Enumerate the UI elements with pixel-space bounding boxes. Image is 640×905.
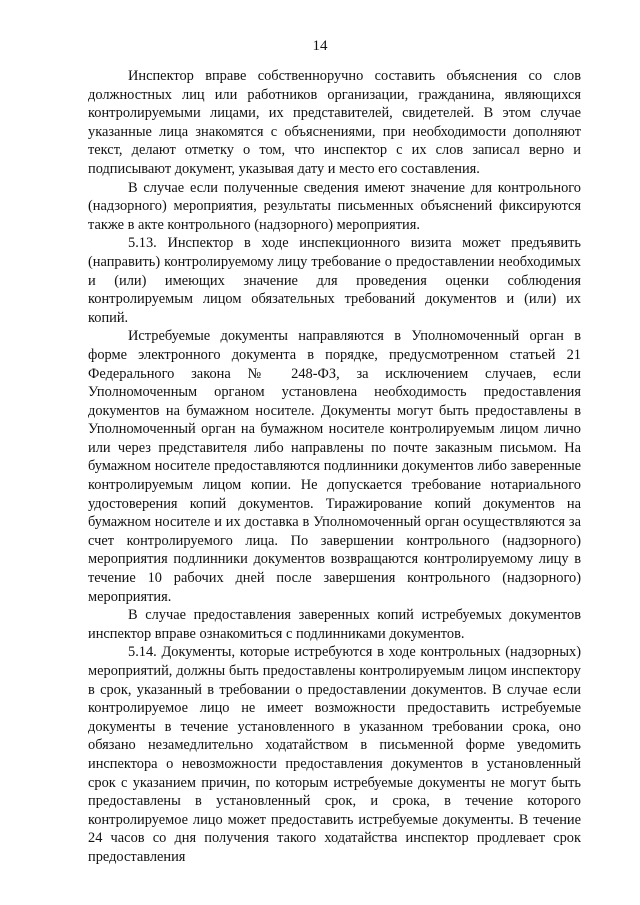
paragraph-inspector-explanations: Инспектор вправе собственноручно составить объяснения со слов должностных лиц или работников организации, гражданина, являющихся контролируемыми лицами, их представителей, свидетелей. В этом случае указанные лица знакомятся с объяснениями, при необходимости дополняют текст, делают отметку о том, что инспектор с их слов записал верно и подписывают документ, указывая дату и место его составления. — [88, 68, 581, 177]
paragraph-written-explanations-in-act: В случае если полученные сведения имеют значение для контрольного (надзорного) мероприятия, результаты письменных объяснений фиксируются также в акте контрольного (надзорного) мероприятия. — [88, 179, 581, 233]
paragraph-5-14-document-deadline: 5.14. Документы, которые истребуются в ходе контрольных (надзорных) мероприятий, должны быть предоставлены контролируемым лицом инспектору в срок, указанный в требовании о предоставлении документов. В случае если контролируемое лицо не имеет возможности предоставить истребуемые документы в течение установленного в указанном требовании срока, оно обязано незамедлительно ходатайством в письменной форме уведомить инспектора о невозможности предоставления документов в установленный срок с указанием причин, по которым истребуемые документы не могут быть предоставлены в установленный срок, и срока, в течение которого контролируемое лицо может предоставить истребуемые документы. В течение 24 часов со дня получения такого ходатайства инспектор продлевает срок предоставления — [88, 644, 581, 865]
paragraph-certified-copies: В случае предоставления заверенных копий истребуемых документов инспектор вправе ознакомиться с подлинниками документов. — [88, 607, 581, 642]
document-body — [88, 67, 581, 867]
page-number: 14 — [312, 38, 328, 54]
paragraph-requested-documents-submission: Истребуемые документы направляются в Уполномоченный орган в форме электронного документа в порядке, предусмотренном статьей 21 Федерального закона № 248-ФЗ, за исключением случаев, если Уполномоченным органом установлена необходимость предоставления документов на бумажном носителе. Документы могут быть предоставлены в Уполномоченный орган на бумажном носителе контролируемым лицом лично или через представителя либо направлены по почте заказным письмом. На бумажном носителе предоставляются подлинники документов либо заверенные контролируемым лицом копии. Не допускается требование нотариального удостоверения копий документов. Тиражирование копий документов на бумажном носителе и их доставка в Уполномоченный орган осуществляются за счет контролируемого лица. По завершении контрольного (надзорного) мероприятия подлинники документов возвращаются контролируемому лицу в течение 10 рабочих дней после завершения контрольного (надзорного) мероприятия. — [88, 328, 581, 605]
paragraph-5-13-document-request: 5.13. Инспектор в ходе инспекционного визита может предъявить (направить) контролируемому лицу требование о предоставлении необходимых и (или) имеющих значение для проведения оценки соблюдения контролируемым лицом обязательных требований документов и (или) их копий. — [88, 235, 581, 326]
